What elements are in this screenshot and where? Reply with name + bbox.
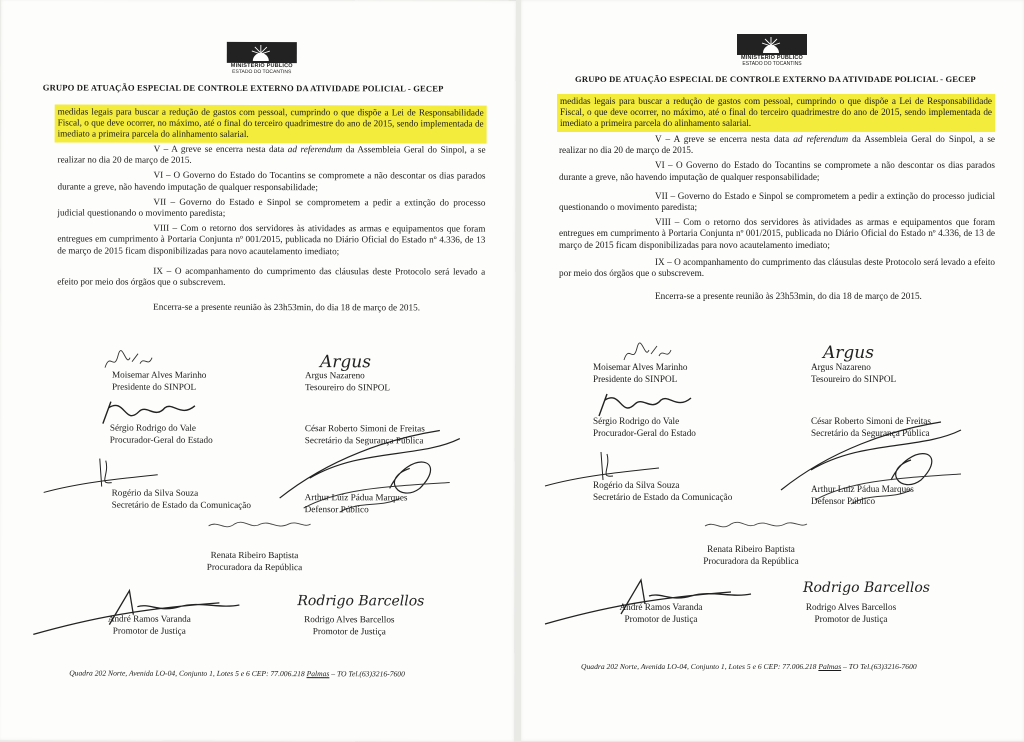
clause-vii: VII – Governo do Estado e Sinpol se comprometem a pedir a extinção do processo judicial questionando o movimento paredista; bbox=[57, 196, 485, 220]
signatory-arthur: Arthur Luiz Pádua Marques Defensor Público bbox=[305, 492, 408, 515]
highlighted-paragraph: medidas legais para buscar a redução de gastos com pessoal, cumprindo o que dispõe a Lei de Responsabilidade Fiscal, o que deve ocorrer, no máximo, até o final do terceiro quadrimestre do ano de 2015, sendo implementada de imediato a primeira parcela do alinhamento salarial. bbox=[55, 104, 487, 143]
signatory-andre: André Ramos Varanda Promotor de Justiça bbox=[99, 614, 199, 637]
clause-vi: VI – O Governo do Estado do Tocantins se compromete a não descontar os dias parados durante a greve, não havendo imputação de qualquer responsabilidade; bbox=[57, 170, 485, 194]
highlighted-paragraph: medidas legais para buscar a redução de gastos com pessoal, cumprindo o que dispõe a Lei de Responsabilidade Fiscal, o que deve ocorrer, no máximo, até o final do terceiro quadrimestre do ano de 2015, sendo implementada de imediato a primeira parcela do alinhamento salarial. bbox=[557, 94, 995, 132]
logo-line-2: ESTADO DO TOCANTINS bbox=[227, 69, 297, 75]
signatory-renata: Renata Ribeiro Baptista Procuradora da República bbox=[696, 544, 806, 567]
signatory-argus: Argus Nazareno Tesoureiro do SINPOL bbox=[811, 362, 896, 385]
signature-renata bbox=[205, 514, 315, 536]
signatory-andre: André Ramos Varanda Promotor de Justiça bbox=[611, 602, 711, 625]
page-footer: Quadra 202 Norte, Avenida LO-04, Conjunto 1, Lotes 5 e 6 CEP: 77.006.218 Palmas – TO Tel.(63)3216-7600 bbox=[69, 669, 405, 679]
signatory-cesar: César Roberto Simoni de Freitas Secretário da Segurança Pública bbox=[305, 423, 425, 446]
page-header: GRUPO DE ATUAÇÃO ESPECIAL DE CONTROLE EXTERNO DA ATIVIDADE POLICIAL - GECEP bbox=[43, 82, 444, 93]
svg-text:Rodrigo Barcellos: Rodrigo Barcellos bbox=[296, 593, 424, 609]
clause-viii: VIII – Com o retorno dos servidores às atividades as armas e equipamentos que foram entregues em cumprimento à Portaria Conjunta nº 001/2015, publicada no Diário Oficial do Estado nº 4.336, de 13 de março de 2015 ficam disponibilizadas para novo acautelamento imediato; bbox=[57, 223, 485, 258]
signature-rodrigo bbox=[801, 570, 961, 602]
logo-line-2: ESTADO DO TOCANTINS bbox=[737, 61, 807, 67]
clause-vii: VII – Governo do Estado e Sinpol se comprometem a pedir a extinção do processo judicial questionando o movimento paredista; bbox=[559, 191, 995, 213]
signatory-cesar: César Roberto Simoni de Freitas Secretário da Segurança Pública bbox=[811, 416, 931, 439]
signatory-rodrigo: Rodrigo Alves Barcellos Promotor de Justiça bbox=[289, 614, 409, 637]
signatory-sergio: Sérgio Rodrigo do Vale Procurador-Geral do Estado bbox=[110, 423, 213, 446]
clause-vi: VI – O Governo do Estado do Tocantins se compromete a não descontar os dias parados durante a greve, não havendo imputação de qualquer responsabilidade; bbox=[559, 160, 995, 182]
signature-rodrigo bbox=[295, 583, 455, 615]
page-footer: Quadra 202 Norte, Avenida LO-04, Conjunto 1, Lotes 5 e 6 CEP: 77.006.218 Palmas – TO Tel.(63)3216-7600 bbox=[581, 662, 917, 671]
signature-renata bbox=[701, 514, 811, 536]
signature-argus bbox=[318, 345, 378, 373]
signatory-rogerio: Rogério da Silva Souza Secretário de Estado da Comunicação bbox=[112, 488, 251, 511]
closing-paragraph: Encerra-se a presente reunião às 23h53min, do dia 18 de março de 2015. bbox=[559, 291, 995, 302]
signature-argus bbox=[821, 336, 881, 364]
closing-paragraph: Encerra-se a presente reunião às 23h53min, do dia 18 de março de 2015. bbox=[57, 302, 485, 314]
document-page-right bbox=[521, 0, 1024, 741]
signatory-rogerio: Rogério da Silva Souza Secretário de Estado da Comunicação bbox=[593, 480, 732, 503]
clause-v: V – A greve se encerra nesta data ad referendum da Assembleia Geral do Sinpol, a se realizar no dia 20 de março de 2015. bbox=[58, 143, 486, 167]
clause-v: V – A greve se encerra nesta data ad referendum da Assembleia Geral do Sinpol, a se realizar no dia 20 de março de 2015. bbox=[559, 134, 995, 156]
ministerio-publico-logo bbox=[227, 42, 297, 72]
signatory-moisemar: Moisemar Alves Marinho Presidente do SINPOL bbox=[593, 362, 687, 385]
ministerio-publico-logo bbox=[737, 34, 807, 64]
signatory-arthur: Arthur Luiz Pádua Marques Defensor Público bbox=[811, 484, 914, 507]
svg-text:Argus: Argus bbox=[821, 343, 874, 363]
sun-emblem-icon bbox=[761, 37, 781, 53]
page-header: GRUPO DE ATUAÇÃO ESPECIAL DE CONTROLE EXTERNO DA ATIVIDADE POLICIAL - GECEP bbox=[575, 74, 976, 84]
signatory-sergio: Sérgio Rodrigo do Vale Procurador-Geral do Estado bbox=[593, 416, 696, 439]
sun-emblem-icon bbox=[251, 45, 271, 61]
signatory-argus: Argus Nazareno Tesoureiro do SINPOL bbox=[305, 370, 390, 393]
svg-text:Argus: Argus bbox=[318, 352, 371, 372]
clauses-block bbox=[57, 143, 485, 318]
signatory-rodrigo: Rodrigo Alves Barcellos Promotor de Justiça bbox=[791, 602, 911, 625]
logo-line-1: MINISTÉRIO PÚBLICO bbox=[737, 55, 807, 61]
clause-ix: IX – O acompanhamento do cumprimento das cláusulas deste Protocolo será levado a efeito por meio dos órgãos que o subscrevem. bbox=[559, 257, 995, 279]
svg-text:Rodrigo Barcellos: Rodrigo Barcellos bbox=[802, 580, 930, 596]
signatory-renata: Renata Ribeiro Baptista Procuradora da República bbox=[199, 550, 309, 573]
clause-ix: IX – O acompanhamento do cumprimento das cláusulas deste Protocolo será levado a efeito por meio dos órgãos que o subscrevem. bbox=[57, 265, 485, 289]
clauses-block bbox=[559, 134, 995, 306]
logo-line-1: MINISTÉRIO PÚBLICO bbox=[227, 63, 297, 69]
signatory-moisemar: Moisemar Alves Marinho Presidente do SINPOL bbox=[112, 370, 206, 393]
clause-viii: VIII – Com o retorno dos servidores às atividades as armas e equipamentos que foram entregues em cumprimento à Portaria Conjunta nº 001/2015, publicada no Diário Oficial do Estado nº 4.336, de 13 de março de 2015 ficam disponibilizadas para novo acautelamento imediato; bbox=[559, 217, 995, 251]
